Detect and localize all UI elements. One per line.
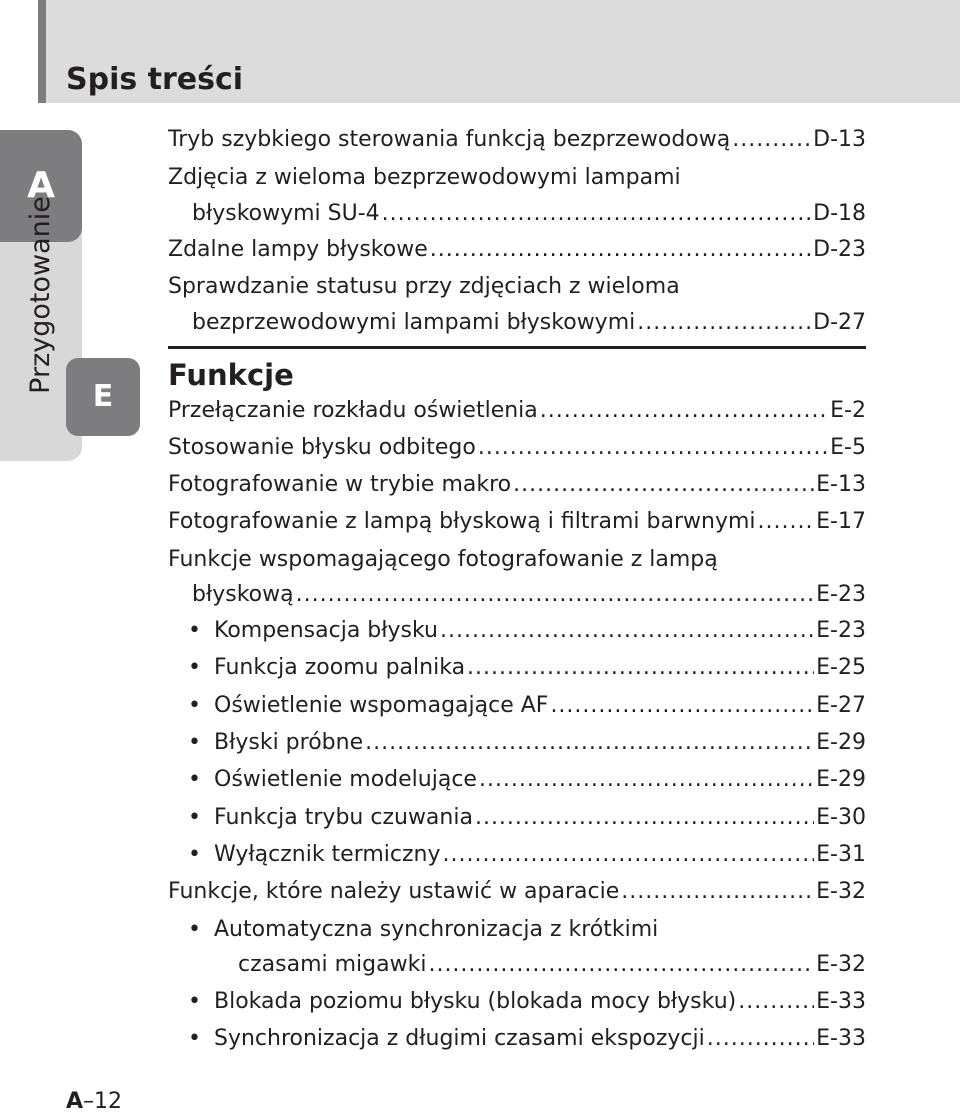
- toc-entry-page: D-13: [813, 127, 866, 152]
- bullet-icon: •: [188, 1026, 201, 1051]
- toc-subentry[interactable]: [214, 612, 866, 649]
- bullet-icon: •: [188, 917, 201, 942]
- toc-entry[interactable]: [168, 466, 866, 503]
- toc-entry-page: E-32: [816, 952, 866, 977]
- toc-entry-title: błyskową: [192, 582, 294, 607]
- toc-subentry[interactable]: [214, 983, 866, 1020]
- toc-entry-title: Oświetlenie wspomagające AF: [214, 693, 549, 718]
- dot-leader: [550, 687, 814, 724]
- toc-entry-title: Blokada poziomu błysku (blokada mocy błysku): [214, 989, 737, 1014]
- toc-entry-page: E-2: [830, 398, 866, 423]
- bullet-icon: •: [188, 730, 201, 755]
- toc-entry-page: E-29: [816, 730, 866, 755]
- toc-entry[interactable]: [168, 873, 866, 910]
- toc-entry-title: Funkcja zoomu palnika: [214, 655, 466, 680]
- dot-leader: [478, 429, 828, 466]
- dot-leader: [430, 231, 811, 268]
- toc-entry-title: Oświetlenie modelujące: [214, 767, 477, 792]
- toc-entry[interactable]: [168, 429, 866, 466]
- toc-entry-page: D-18: [813, 201, 866, 226]
- dot-leader: [365, 724, 814, 761]
- toc-entry[interactable]: [192, 576, 866, 613]
- bullet-icon: •: [188, 989, 201, 1014]
- toc-entry-title: Błyski próbne: [214, 730, 364, 755]
- toc-subentry[interactable]: [214, 649, 866, 686]
- toc-entry[interactable]: [168, 121, 866, 158]
- toc-entry-title: Synchronizacja z długimi czasami ekspozycji: [214, 1026, 705, 1051]
- dot-leader: [732, 121, 811, 158]
- toc-entry-page: E-30: [816, 805, 866, 830]
- toc-entry-page: E-23: [816, 618, 866, 643]
- toc-entry-page: E-33: [816, 1026, 866, 1051]
- dot-leader: [540, 392, 828, 429]
- toc-entry-page: E-25: [816, 655, 866, 680]
- toc-entry-title: błyskowymi SU-4: [192, 201, 380, 226]
- dot-leader: [296, 576, 815, 613]
- page-title: Spis treści: [66, 62, 244, 97]
- toc-entry-title: Stosowanie błysku odbitego: [168, 435, 476, 460]
- toc-entry-title: czasami migawki: [238, 952, 427, 977]
- header-accent-bar: [38, 0, 46, 103]
- dot-leader: [479, 761, 814, 798]
- section-divider: [168, 346, 866, 349]
- toc-entry-page: E-5: [830, 435, 866, 460]
- toc-entry-title: Funkcje, które należy ustawić w aparacie: [168, 879, 620, 904]
- toc-entry-title: Fotografowanie z lampą błyskową i filtrami barwnymi: [168, 509, 756, 534]
- toc-entry-title: Kompensacja błysku: [214, 618, 438, 643]
- toc-entry-title-line1: Zdjęcia z wieloma bezprzewodowymi lampami: [168, 165, 681, 190]
- dot-leader: [475, 799, 814, 836]
- toc-entry-page: E-29: [816, 767, 866, 792]
- dot-leader: [637, 304, 811, 341]
- toc-entry[interactable]: [168, 392, 866, 429]
- section-heading: Funkcje: [168, 358, 294, 392]
- dot-leader: [758, 503, 815, 540]
- toc-entry-page: E-13: [816, 472, 866, 497]
- toc-entry-title: Zdalne lampy błyskowe: [168, 237, 428, 262]
- toc-entry-page: E-27: [816, 693, 866, 718]
- toc-entry-page: D-27: [813, 310, 866, 335]
- toc-entry-title: Wyłącznik termiczny: [214, 842, 441, 867]
- chapter-tab-label: Przygotowanie: [25, 196, 56, 394]
- dot-leader: [738, 983, 814, 1020]
- section-tab-letter: E: [66, 358, 140, 436]
- bullet-icon: •: [188, 693, 201, 718]
- toc-entry-title: bezprzewodowymi lampami błyskowymi: [192, 310, 636, 335]
- bullet-icon: •: [188, 767, 201, 792]
- toc-entry-title: Funkcja trybu czuwania: [214, 805, 473, 830]
- dot-leader: [382, 195, 811, 232]
- toc-subentry[interactable]: [214, 1020, 866, 1057]
- toc-entry[interactable]: [168, 503, 866, 540]
- dot-leader: [443, 836, 815, 873]
- toc-entry-page: E-17: [816, 509, 866, 534]
- page-number-letter: A: [66, 1089, 84, 1114]
- page-number: [66, 1087, 122, 1117]
- bullet-icon: •: [188, 842, 201, 867]
- toc-entry-title: Przełączanie rozkładu oświetlenia: [168, 398, 538, 423]
- toc-entry-title-line1: Sprawdzanie statusu przy zdjęciach z wieloma: [168, 274, 680, 299]
- bullet-icon: •: [188, 655, 201, 680]
- bullet-icon: •: [188, 805, 201, 830]
- toc-subentry[interactable]: [214, 724, 866, 761]
- toc-subentry[interactable]: [214, 799, 866, 836]
- toc-subentry[interactable]: [238, 946, 866, 983]
- toc-entry-title-line1: Funkcje wspomagającego fotografowanie z lampą: [168, 547, 718, 572]
- toc-subentry[interactable]: [214, 687, 866, 724]
- dot-leader: [428, 946, 814, 983]
- toc-subentry-title-line1: Automatyczna synchronizacja z krótkimi: [214, 917, 659, 942]
- dot-leader: [440, 612, 814, 649]
- bullet-icon: •: [188, 618, 201, 643]
- toc-entry-title: Fotografowanie w trybie makro: [168, 472, 512, 497]
- toc-entry[interactable]: [192, 304, 866, 341]
- dot-leader: [513, 466, 814, 503]
- toc-entry-page: E-23: [816, 582, 866, 607]
- toc-subentry[interactable]: [214, 836, 866, 873]
- page-number-value: –12: [83, 1089, 123, 1114]
- toc-entry-page: D-23: [813, 237, 866, 262]
- toc-entry-title: Tryb szybkiego sterowania funkcją bezprzewodową: [168, 127, 731, 152]
- dot-leader: [467, 649, 814, 686]
- toc-entry[interactable]: [168, 231, 866, 268]
- toc-subentry[interactable]: [214, 761, 866, 798]
- toc-entry-page: E-33: [816, 989, 866, 1014]
- toc-entry-page: E-32: [816, 879, 866, 904]
- toc-entry-page: E-31: [816, 842, 866, 867]
- chapter-tab-letter: A: [0, 130, 82, 242]
- toc-entry[interactable]: [192, 195, 866, 232]
- dot-leader: [621, 873, 814, 910]
- dot-leader: [707, 1020, 814, 1057]
